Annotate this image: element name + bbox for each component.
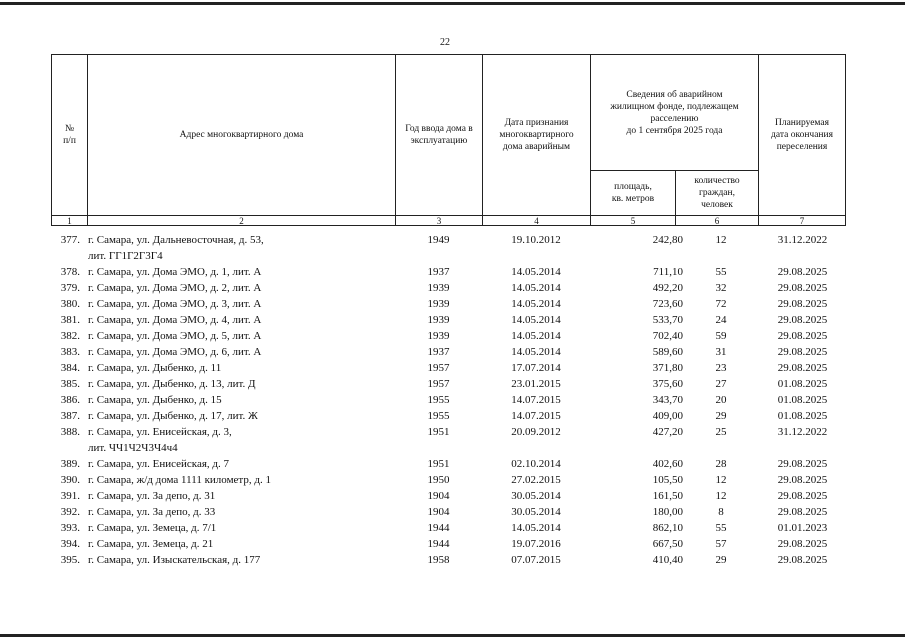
row-address: г. Самара, ж/д дома 1111 километр, д. 1 [88,474,271,486]
row-date: 14.05.2014 [511,522,561,534]
top-border-line [0,2,905,5]
row-people: 29 [715,410,727,422]
column-number: 5 [630,216,636,226]
row-address: г. Самара, ул. Земеца, д. 21 [88,538,214,550]
row-number: 380. [60,298,80,310]
row-number: 390. [60,474,80,486]
row-number: 394. [60,538,80,550]
header-year: Год ввода дома в эксплуатацию [405,124,473,146]
table-row [51,392,846,408]
row-address: г. Самара, ул. Дома ЭМО, д. 3, лит. А [88,298,262,310]
row-address: г. Самара, ул. Енисейская, д. 3, лит. ЧЧ1Ч2Ч3Ч4ч4 [88,426,232,454]
row-year: 1939 [427,330,450,342]
table-row [51,360,846,376]
row-year: 1944 [427,538,450,550]
row-planned-date: 01.08.2025 [777,394,828,406]
row-year: 1944 [427,522,450,534]
column-number: 1 [67,216,72,226]
row-people: 20 [715,394,727,406]
row-people: 55 [715,522,727,534]
row-number: 384. [60,362,80,374]
row-address: г. Самара, ул. Дома ЭМО, д. 6, лит. А [88,346,262,358]
column-number: 2 [239,216,244,226]
row-address: г. Самара, ул. Дома ЭМО, д. 4, лит. А [88,314,262,326]
row-date: 14.05.2014 [511,282,561,294]
header-planned: Планируемая дата окончания переселения [771,118,833,152]
row-planned-date: 29.08.2025 [777,346,828,358]
table-row [51,264,846,280]
row-planned-date: 29.08.2025 [777,554,828,566]
row-number: 379. [60,282,80,294]
row-date: 14.05.2014 [511,330,561,342]
row-date: 14.07.2015 [511,410,561,422]
row-people: 59 [715,330,727,342]
row-area: 589,60 [652,346,683,358]
row-year: 1949 [427,234,450,246]
header-border-line [845,54,846,226]
row-address: г. Самара, ул. Дыбенко, д. 17, лит. Ж [88,410,258,422]
row-address: г. Самара, ул. За депо, д. 31 [88,490,216,502]
row-address: г. Самара, ул. Дальневосточная, д. 53, лит. ГГ1Г2Г3Г4 [88,234,264,262]
row-date: 14.05.2014 [511,298,561,310]
row-date: 27.02.2015 [511,474,561,486]
row-planned-date: 31.12.2022 [777,426,828,438]
row-people: 23 [715,362,727,374]
row-address: г. Самара, ул. Дыбенко, д. 13, лит. Д [88,378,256,390]
row-number: 386. [60,394,80,406]
row-area: 375,60 [652,378,683,390]
row-address: г. Самара, ул. За депо, д. 33 [88,506,216,518]
row-people: 72 [715,298,727,310]
row-address: г. Самара, ул. Дома ЭМО, д. 2, лит. А [88,282,262,294]
row-people: 25 [715,426,727,438]
row-number: 377. [60,234,80,246]
table-row [51,296,846,312]
row-number: 392. [60,506,80,518]
row-number: 389. [60,458,80,470]
row-planned-date: 29.08.2025 [777,266,828,278]
column-number: 7 [799,216,805,226]
row-area: 343,70 [652,394,683,406]
row-year: 1939 [427,282,450,294]
row-date: 02.10.2014 [511,458,561,470]
page-number: 22 [440,37,450,48]
row-planned-date: 29.08.2025 [777,362,828,374]
row-people: 29 [715,554,727,566]
row-number: 387. [60,410,80,422]
column-number: 4 [534,216,539,226]
row-date: 20.09.2012 [511,426,561,438]
table-row [51,312,846,328]
row-area: 862,10 [652,522,683,534]
row-area: 409,00 [652,410,683,422]
table-row [51,536,846,552]
table-row [51,488,846,504]
row-area: 161,50 [652,490,683,502]
row-planned-date: 01.08.2025 [777,410,828,422]
row-date: 19.10.2012 [511,234,561,246]
row-year: 1939 [427,298,450,310]
row-people: 24 [715,314,727,326]
row-area: 667,50 [652,538,683,550]
row-planned-date: 29.08.2025 [777,298,828,310]
row-people: 28 [715,458,727,470]
row-date: 14.07.2015 [511,394,561,406]
row-year: 1951 [427,426,450,438]
row-date: 30.05.2014 [511,490,561,502]
row-planned-date: 31.12.2022 [777,234,828,246]
row-area: 105,50 [652,474,683,486]
row-year: 1937 [427,266,450,278]
row-date: 17.07.2014 [511,362,561,374]
row-date: 14.05.2014 [511,346,561,358]
row-area: 242,80 [652,234,683,246]
row-date: 30.05.2014 [511,506,561,518]
row-year: 1937 [427,346,450,358]
row-area: 180,00 [652,506,683,518]
table-row [51,504,846,520]
row-planned-date: 29.08.2025 [777,282,828,294]
row-planned-date: 29.08.2025 [777,538,828,550]
row-number: 391. [60,490,80,502]
row-planned-date: 01.08.2025 [777,378,828,390]
row-people: 55 [715,266,727,278]
table-row [51,456,846,472]
row-number: 378. [60,266,80,278]
table-row [51,280,846,296]
row-number: 388. [60,426,80,438]
row-number: 385. [60,378,80,390]
row-planned-date: 01.01.2023 [777,522,828,534]
row-area: 702,40 [652,330,683,342]
table-row [51,344,846,360]
header-address: Адрес многоквартирного дома [179,130,304,140]
bottom-border-line [0,634,905,637]
row-year: 1957 [427,378,450,390]
row-people: 12 [715,474,727,486]
row-address: г. Самара, ул. Дома ЭМО, д. 1, лит. А [88,266,262,278]
table-row [51,520,846,536]
row-number: 383. [60,346,80,358]
row-planned-date: 29.08.2025 [777,490,828,502]
header-date: Дата признания многоквартирного дома аварийным [499,118,574,152]
row-area: 427,20 [652,426,683,438]
row-year: 1951 [427,458,450,470]
table-row [51,552,846,568]
row-planned-date: 29.08.2025 [777,458,828,470]
row-address: г. Самара, ул. Дома ЭМО, д. 5, лит. А [88,330,262,342]
row-area: 402,60 [652,458,683,470]
row-address: г. Самара, ул. Земеца, д. 7/1 [88,522,217,534]
column-number: 6 [714,216,720,226]
row-number: 393. [60,522,80,534]
row-people: 8 [718,506,724,518]
table-row [51,472,846,488]
row-people: 57 [715,538,727,550]
column-number: 3 [436,216,442,226]
row-area: 723,60 [652,298,683,310]
row-date: 14.05.2014 [511,266,561,278]
table-body [51,232,846,568]
row-planned-date: 29.08.2025 [777,506,828,518]
row-year: 1955 [427,410,450,422]
row-planned-date: 29.08.2025 [777,330,828,342]
row-people: 32 [715,282,727,294]
row-address: г. Самара, ул. Дыбенко, д. 11 [88,362,222,374]
row-area: 492,20 [652,282,683,294]
table-row [51,424,846,456]
row-area: 410,40 [652,554,683,566]
row-number: 381. [60,314,80,326]
table-row [51,376,846,392]
row-address: г. Самара, ул. Изыскательская, д. 177 [88,554,261,566]
header-info: Сведения об аварийном жилищном фонде, подлежащем расселению до 1 сентября 2025 года [610,89,739,136]
row-planned-date: 29.08.2025 [777,474,828,486]
row-year: 1950 [427,474,450,486]
row-planned-date: 29.08.2025 [777,314,828,326]
row-people: 31 [715,346,727,358]
row-people: 12 [715,490,727,502]
row-area: 371,80 [652,362,683,374]
row-date: 07.07.2015 [511,554,561,566]
row-address: г. Самара, ул. Енисейская, д. 7 [88,458,230,470]
row-year: 1955 [427,394,450,406]
table-row [51,408,846,424]
row-year: 1958 [427,554,450,566]
header-people: количество граждан, человек [694,176,740,210]
table-header [51,54,846,226]
header-num: № п/п [63,124,76,146]
row-number: 382. [60,330,80,342]
row-address: г. Самара, ул. Дыбенко, д. 15 [88,394,222,406]
row-year: 1904 [427,506,450,518]
row-year: 1939 [427,314,450,326]
row-people: 27 [715,378,727,390]
row-year: 1904 [427,490,450,502]
row-number: 395. [60,554,80,566]
row-area: 533,70 [652,314,683,326]
row-date: 23.01.2015 [511,378,561,390]
row-area: 711,10 [653,266,683,278]
header-area: площадь, кв. метров [611,182,655,204]
row-people: 12 [715,234,727,246]
table-row [51,232,846,264]
row-date: 19.07.2016 [511,538,561,550]
table-row [51,328,846,344]
row-date: 14.05.2014 [511,314,561,326]
row-year: 1957 [427,362,450,374]
